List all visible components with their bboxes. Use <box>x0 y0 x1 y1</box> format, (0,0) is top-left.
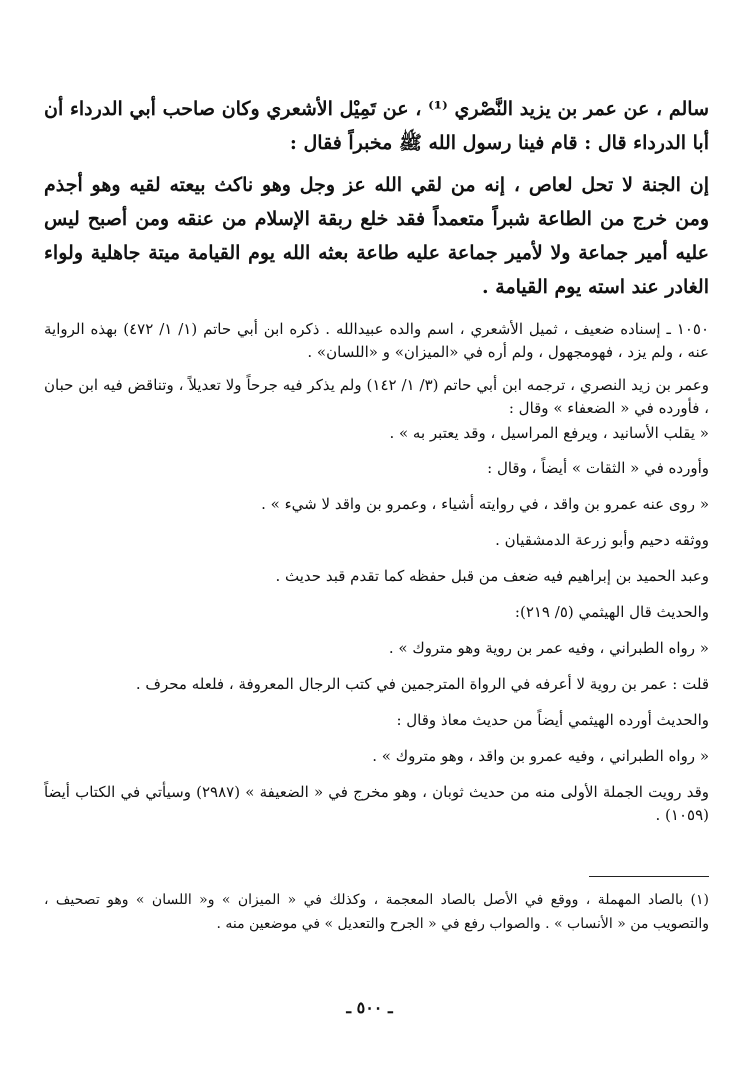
commentary-paragraph: وقد رويت الجملة الأولى منه من حديث ثوبان ، وهو مخرج في « الضعيفة » (٢٩٨٧) وسيأتي في الكتاب أيضاً (١٠٥٩) . <box>44 783 709 824</box>
commentary-paragraph: وأورده في « الثقات » أيضاً ، وقال : <box>487 459 709 477</box>
hadith-isnad: سالم ، عن عمر بن يزيد النَّصْري ⁽¹⁾ ، عن تَمِيْل الأشعري وكان صاحب أبي الدرداء أن أبا الدرداء قال : قام فينا رسول الله ﷺ مخبراً فقال : <box>44 98 710 154</box>
commentary-quote: « رواه الطبراني ، وفيه عمرو بن واقد ، وهو متروك » . <box>372 747 709 765</box>
commentary-quote: « يقلب الأسانيد ، ويرفع المراسيل ، وقد يعتبر به » . <box>389 424 709 442</box>
commentary-paragraph: قلت : عمر بن روية لا أعرفه في الرواة المترجمين في كتب الرجال المعروفة ، فلعله محرف . <box>135 675 709 693</box>
footnote <box>44 888 709 936</box>
commentary-paragraph: وعبد الحميد بن إبراهيم فيه ضعف من قبل حفظه كما تقدم قبد حديث . <box>275 567 709 585</box>
hadith-matn: إن الجنة لا تحل لعاص ، إنه من لقي الله عز وجل وهو ناكث بيعته لقيه وهو أجذم ومن خرج من الطاعة شبراً متعمداً فقد خلع ربقة الإسلام من عنقه ومن أصبح ليس عليه أمير جماعة ولا لأمير جماعة عليه طاعة بعثه الله يوم القيامة ميتة جاهلية ولواء الغادر عند استه يوم القيامة . <box>44 174 709 298</box>
takhrij-commentary <box>44 318 709 840</box>
commentary-paragraph: ١٠٥٠ ـ إسناده ضعيف ، ثميل الأشعري ، اسم والده عبيدالله . ذكره ابن أبي حاتم (١/ ١/ ٤٧٢) بهذه الرواية عنه ، ولم يزد ، فهومجهول ، ولم أره في «الميزان» و «اللسان» . <box>44 320 710 361</box>
page-number: ـ ٥٠٠ ـ <box>346 998 393 1017</box>
hadith-text <box>44 92 709 304</box>
commentary-quote: « رواه الطبراني ، وفيه عمر بن روية وهو متروك » . <box>388 639 709 657</box>
footnote-text: (١) بالصاد المهملة ، ووقع في الأصل بالصاد المعجمة ، وكذلك في « الميزان » و« اللسان » وهو تصحيف ، والتصويب من « الأنساب » . والصواب رفع في « الجرح والتعديل » في موضعين منه . <box>44 892 709 932</box>
commentary-paragraph: ووثقه دحيم وأبو زرعة الدمشقيان . <box>495 531 709 549</box>
commentary-paragraph: والحديث أورده الهيثمي أيضاً من حديث معاذ وقال : <box>396 711 709 729</box>
commentary-paragraph: والحديث قال الهيثمي (٥/ ٢١٩): <box>514 603 709 621</box>
commentary-paragraph: وعمر بن زيد النصري ، ترجمه ابن أبي حاتم (٣/ ١/ ١٤٢) ولم يذكر فيه جرحاً ولا تعديلاً ، وتناقض فيه ابن حبان ، فأورده في « الضعفاء » وقال : <box>44 376 710 417</box>
footnote-divider <box>589 876 709 877</box>
commentary-quote: « روى عنه عمرو بن واقد ، في روايته أشياء ، وعمرو بن واقد لا شيء » . <box>261 495 709 513</box>
